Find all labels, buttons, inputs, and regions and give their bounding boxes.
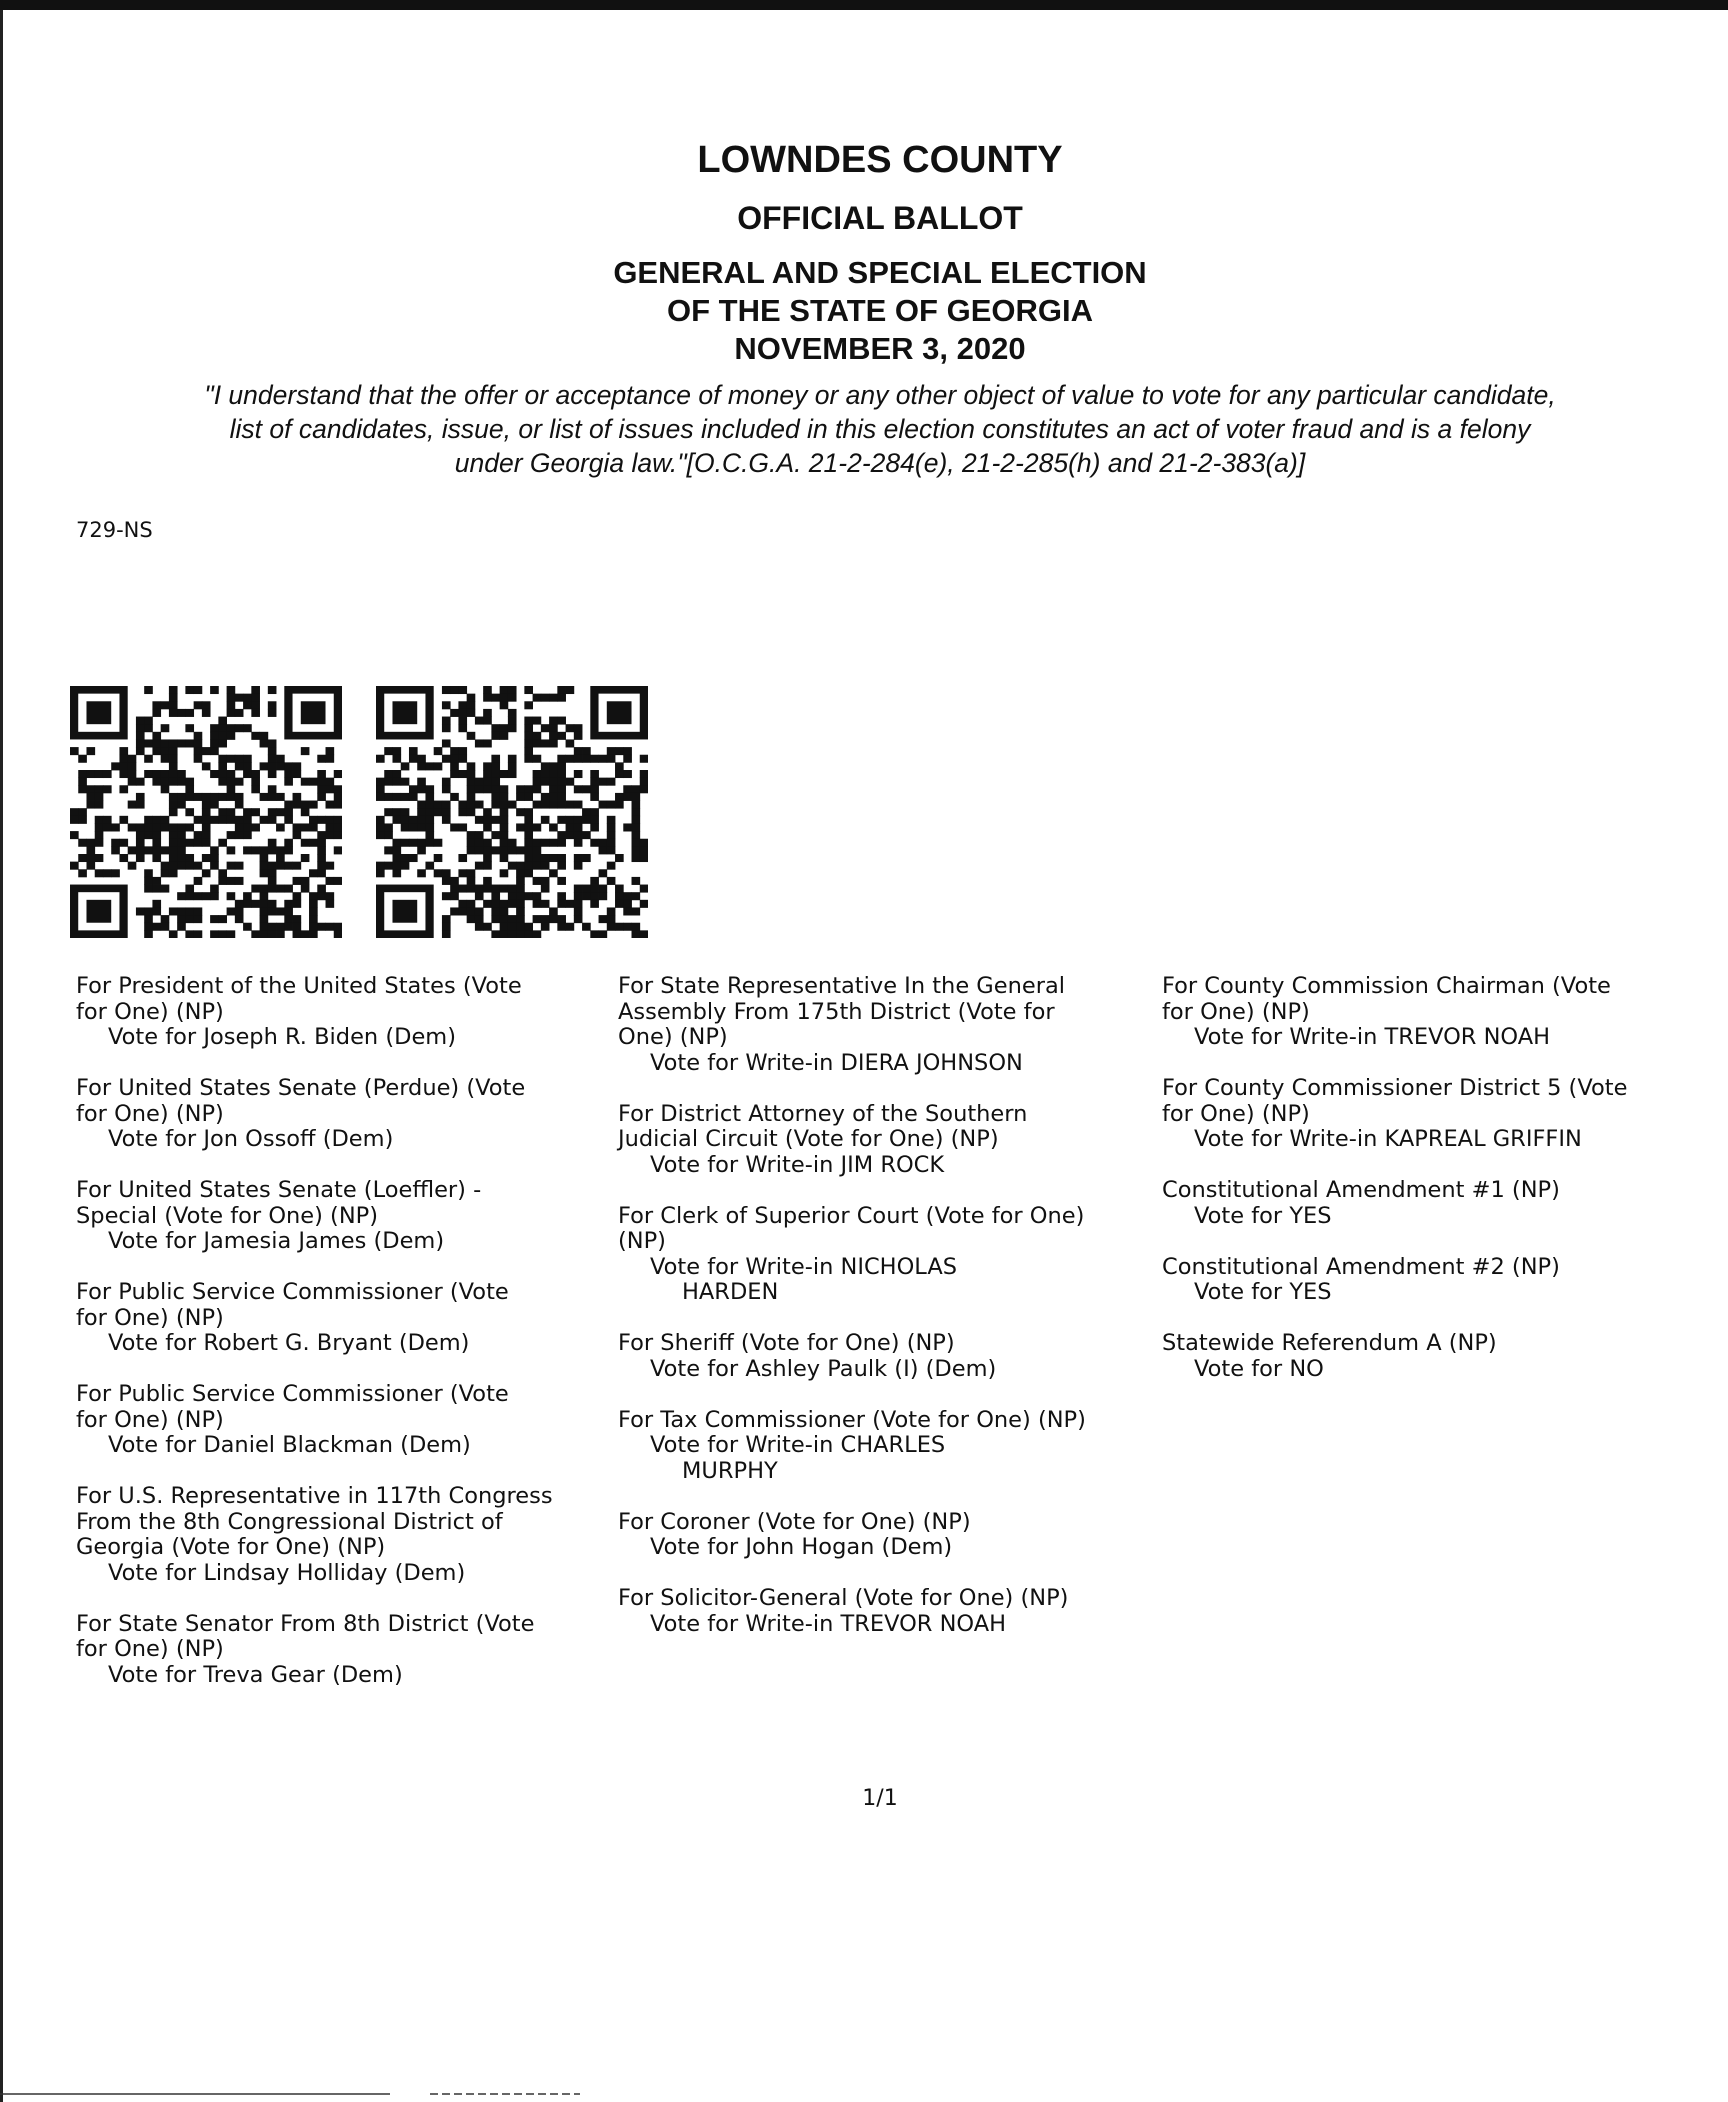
contest-title: for One) (NP) [76, 1406, 224, 1433]
contest-title: (NP) [618, 1228, 666, 1254]
contest-column-middle [618, 974, 1158, 1663]
county-title: LOWNDES COUNTY [697, 139, 1063, 181]
contest-selection: Vote for Joseph R. Biden (Dem) [108, 1024, 456, 1050]
contest [76, 974, 616, 1051]
contest [76, 1076, 616, 1153]
qr-code-icon [376, 686, 648, 938]
contest [1162, 974, 1702, 1051]
voter-oath-notice [60, 378, 1700, 480]
contest-selection: Vote for Write-in CHARLES [650, 1432, 946, 1458]
bottom-scan-marks [0, 2090, 1728, 2102]
contest-title: For United States Senate (Loeffler) - [76, 1177, 482, 1203]
contest-title: For County Commissioner District 5 (Vote [1162, 1075, 1628, 1101]
contest-selection: Vote for Ashley Paulk (I) (Dem) [650, 1355, 997, 1382]
oath-line: list of candidates, issue, or list of issues included in this election constitutes an act of voter fraud and is a felony [229, 414, 1531, 444]
contest-title: For Sheriff (Vote for One) (NP) [618, 1330, 955, 1356]
contest-title: For Coroner (Vote for One) (NP) [618, 1508, 971, 1535]
contest-title: for One) (NP) [76, 1304, 224, 1331]
contest-title: For Public Service Commissioner (Vote [76, 1279, 509, 1305]
contest-title: For U.S. Representative in 117th Congress [76, 1483, 553, 1509]
contest-title: For State Senator From 8th District (Vote [76, 1610, 535, 1637]
contest-selection: Vote for Write-in DIERA JOHNSON [650, 1049, 1023, 1076]
contest-selection: Vote for John Hogan (Dem) [650, 1534, 953, 1560]
contest-title: For Solicitor-General (Vote for One) (NP) [618, 1585, 1069, 1611]
contest-title: One) (NP) [618, 1024, 728, 1050]
contest-title: For Public Service Commissioner (Vote [76, 1381, 509, 1407]
contest-title: for One) (NP) [1162, 1100, 1310, 1127]
contest [618, 1586, 1158, 1637]
ballot-header [0, 136, 1728, 368]
contest-selection: Vote for Treva Gear (Dem) [108, 1661, 403, 1688]
contest-title: for One) (NP) [76, 1100, 224, 1127]
contest-selection: Vote for YES [1194, 1279, 1332, 1305]
contest [1162, 1076, 1702, 1153]
oath-line: under Georgia law."[O.C.G.A. 21-2-284(e), 21-2-285(h) and 21-2-383(a)] [454, 448, 1306, 478]
contest-title: for One) (NP) [76, 1636, 224, 1662]
election-date: NOVEMBER 3, 2020 [734, 331, 1026, 366]
contest-selection: Vote for Lindsay Holliday (Dem) [108, 1559, 466, 1586]
contest-selection: Vote for Jon Ossoff (Dem) [108, 1126, 394, 1152]
contest-selection: Vote for Jamesia James (Dem) [108, 1228, 445, 1254]
contest-selection: Vote for YES [1194, 1202, 1332, 1229]
contest-title: Assembly From 175th District (Vote for [618, 998, 1055, 1025]
contest [1162, 1178, 1702, 1229]
election-title-line2: OF THE STATE OF GEORGIA [667, 293, 1093, 328]
contest [618, 1331, 1158, 1382]
contest [76, 1484, 616, 1586]
contest-title: Judicial Circuit (Vote for One) (NP) [618, 1126, 999, 1152]
contest-column-left [76, 974, 616, 1714]
contest-selection: Vote for Write-in NICHOLAS [650, 1253, 958, 1280]
contest-title: Statewide Referendum A (NP) [1162, 1330, 1497, 1356]
ballot-type-title: OFFICIAL BALLOT [737, 200, 1023, 236]
contest-selection: Vote for Write-in JIM ROCK [650, 1151, 945, 1178]
contest [1162, 1331, 1702, 1382]
contest [76, 1382, 616, 1459]
contest-title: Special (Vote for One) (NP) [76, 1202, 379, 1229]
contest-title: For District Attorney of the Southern [618, 1100, 1028, 1127]
top-scan-edge [0, 0, 1728, 10]
contest-selection: MURPHY [682, 1457, 778, 1484]
oath-line: "I understand that the offer or acceptance of money or any other object of value to vote for any particular candidate, [204, 380, 1556, 410]
contest-title: for One) (NP) [1162, 998, 1310, 1025]
contest-title: For Clerk of Superior Court (Vote for One) [618, 1202, 1085, 1229]
election-title-line1: GENERAL AND SPECIAL ELECTION [613, 255, 1147, 290]
contest-title: For President of the United States (Vote [76, 973, 522, 999]
contest-selection: Vote for Robert G. Bryant (Dem) [108, 1330, 470, 1356]
contest-title: Constitutional Amendment #2 (NP) [1162, 1253, 1560, 1280]
contest [618, 1408, 1158, 1485]
ballot-style-code: 729-NS [76, 518, 153, 542]
contest-title: For United States Senate (Perdue) (Vote [76, 1075, 526, 1101]
contest-selection: Vote for NO [1194, 1355, 1324, 1382]
contest [76, 1280, 616, 1357]
contest-title: Constitutional Amendment #1 (NP) [1162, 1177, 1560, 1203]
contest [618, 974, 1158, 1076]
page-number: 1/1 [862, 1786, 898, 1811]
contest-column-right [1162, 974, 1702, 1408]
contest [618, 1510, 1158, 1561]
contest-title: From the 8th Congressional District of [76, 1508, 503, 1535]
contest-title: for One) (NP) [76, 998, 224, 1025]
qr-code-icon [70, 686, 342, 938]
contest-selection: Vote for Daniel Blackman (Dem) [108, 1432, 471, 1458]
contest-title: Georgia (Vote for One) (NP) [76, 1534, 386, 1560]
election-title [0, 254, 1728, 368]
contest-selection: HARDEN [682, 1279, 779, 1305]
contest [618, 1204, 1158, 1306]
contest-title: For Tax Commissioner (Vote for One) (NP) [618, 1406, 1086, 1433]
contest-selection: Vote for Write-in KAPREAL GRIFFIN [1194, 1126, 1582, 1152]
contest-selection: Vote for Write-in TREVOR NOAH [1194, 1024, 1551, 1050]
contest [76, 1178, 616, 1255]
contest [618, 1102, 1158, 1179]
contest-title: For County Commission Chairman (Vote [1162, 973, 1611, 999]
contest-title: For State Representative In the General [618, 973, 1065, 999]
contest [1162, 1255, 1702, 1306]
contest [76, 1612, 616, 1689]
contest-selection: Vote for Write-in TREVOR NOAH [650, 1610, 1007, 1637]
